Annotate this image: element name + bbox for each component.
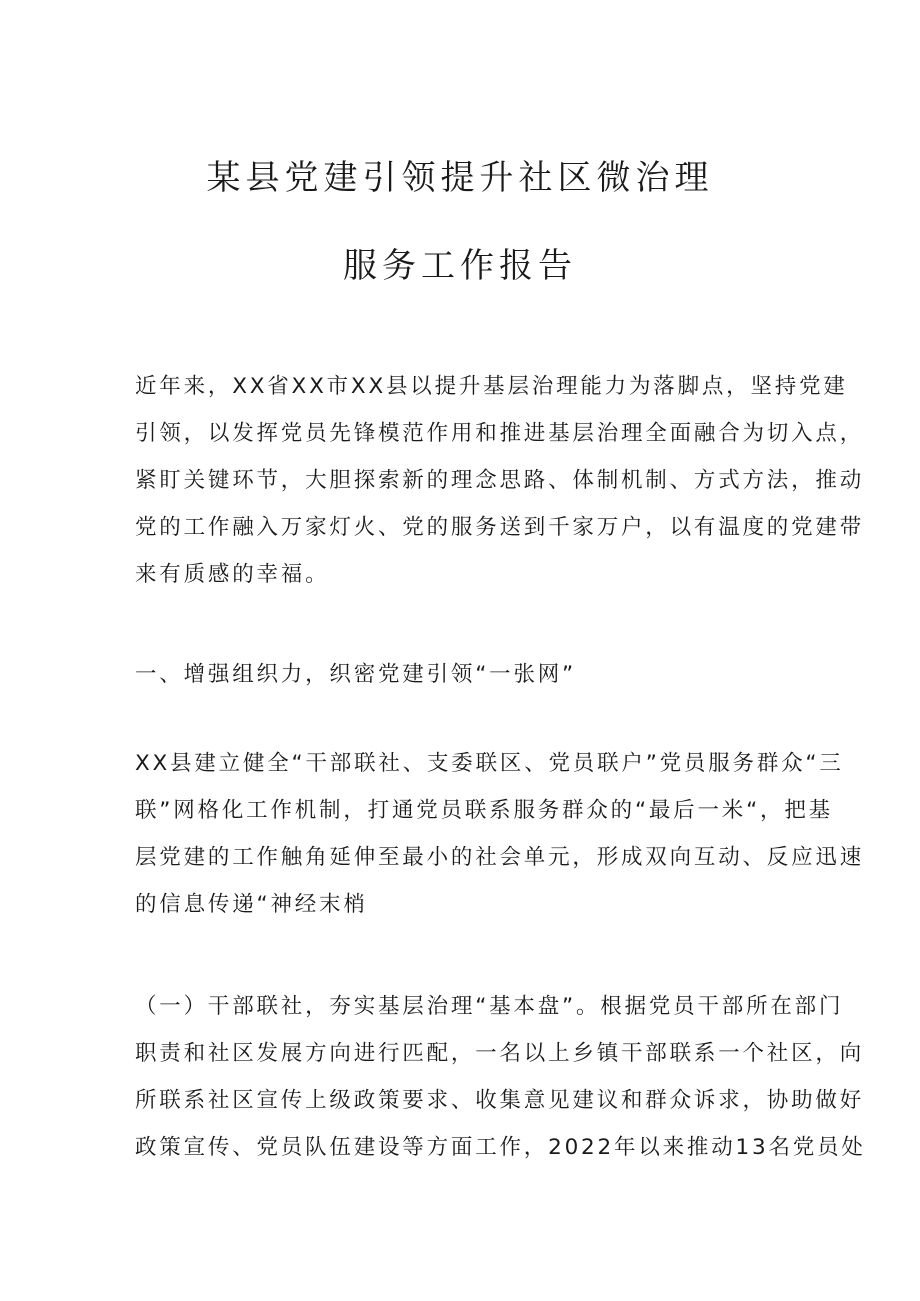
intro-line: 紧盯关键环节，大胆探索新的理念思路、体制机制、方式方法，推动	[135, 468, 865, 493]
section-line: 联”网格化工作机制，打通党员联系服务群众的“最后一米“，把基	[135, 798, 833, 823]
intro-line: 来有质感的幸福。	[135, 562, 330, 587]
subsection-paragraph	[135, 983, 866, 1171]
subsection-line: 所联系社区宣传上级政策要求、收集意见建议和群众诉求，协助做好	[135, 1088, 865, 1113]
section-heading	[135, 651, 791, 698]
subsection-line: 政策宣传、党员队伍建设等方面工作，2022年以来推动13名党员处	[135, 1135, 866, 1160]
intro-paragraph	[135, 363, 865, 598]
section-line: XX县建立健全“干部联社、支委联区、党员联户”党员服务群众“三	[135, 751, 844, 776]
section-line: 层党建的工作触角延伸至最小的社会单元，形成双向互动、反应迅速	[135, 845, 865, 870]
intro-line: 近年来，XX省XX市XX县以提升基层治理能力为落脚点，坚持党建	[135, 374, 848, 399]
section-line: 的信息传递“神经末梢	[135, 892, 368, 917]
intro-line: 引领，以发挥党员先锋模范作用和推进基层治理全面融合为切入点，	[135, 421, 865, 446]
document-title-line-1: 某县党建引领提升社区微治理	[206, 158, 714, 198]
intro-line: 党的工作融入万家灯火、党的服务送到千家万户，以有温度的党建带	[135, 515, 865, 540]
section-heading-text: 一、增强组织力，织密党建引领“一张网”	[135, 662, 576, 687]
document-title-line-2: 服务工作报告	[343, 246, 577, 286]
subsection-line: （一）干部联社，夯实基层治理“基本盘”。根据党员干部所在部门	[135, 994, 844, 1019]
subsection-line: 职责和社区发展方向进行匹配，一名以上乡镇干部联系一个社区，向	[135, 1041, 865, 1066]
section-paragraph	[135, 740, 865, 928]
